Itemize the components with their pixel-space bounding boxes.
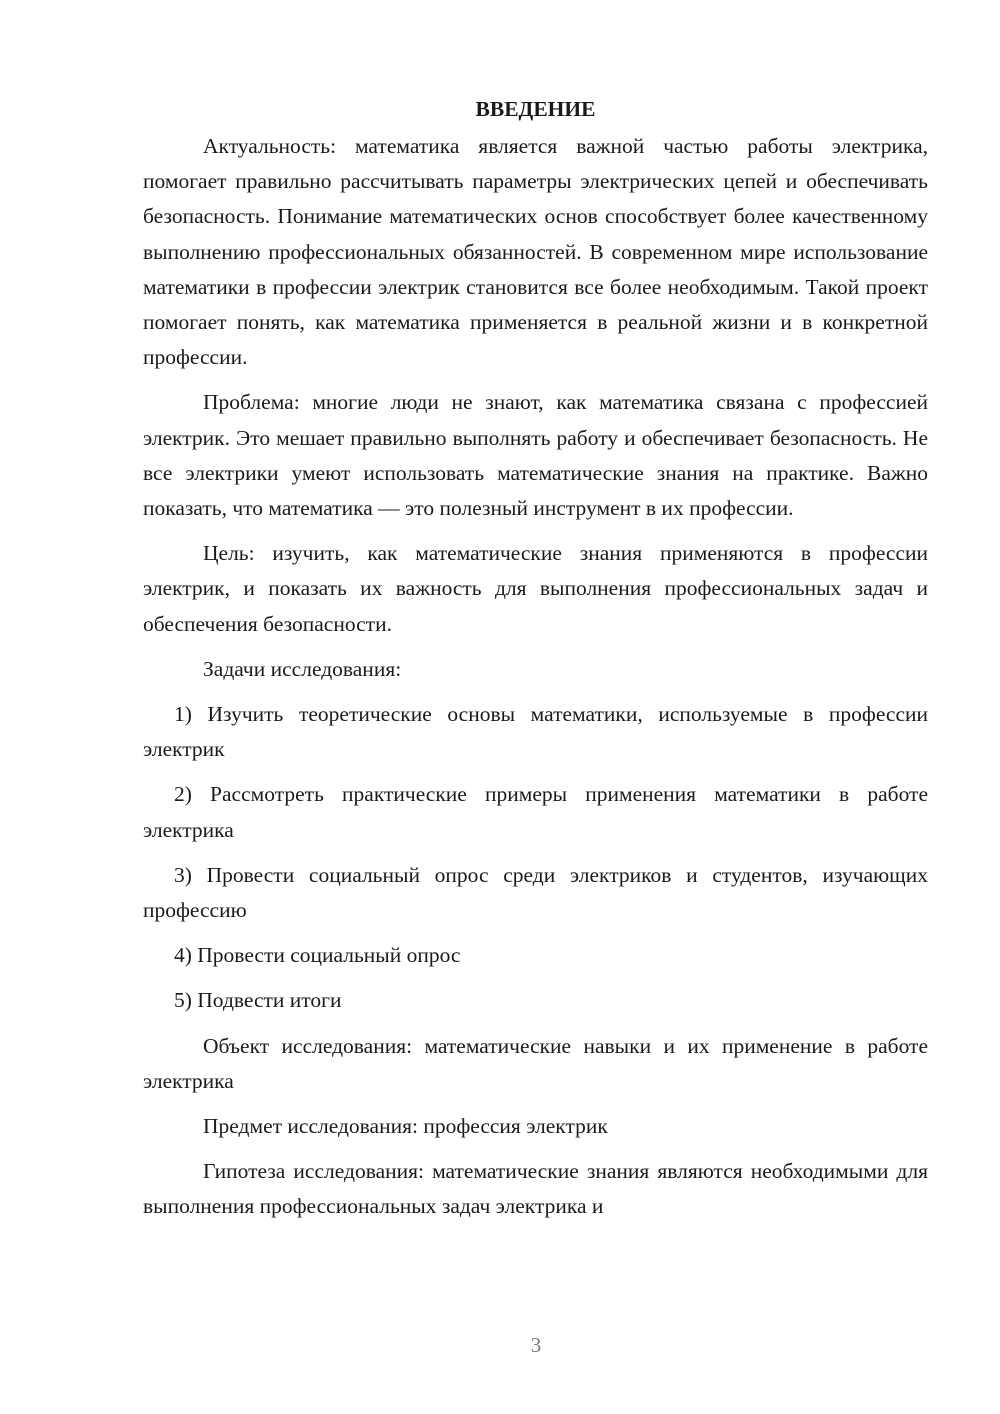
paragraph-hypothesis: Гипотеза исследования: математические знания являются необходимыми для выполнения профессиональных задач электрика и <box>143 1159 928 1219</box>
task-item-3: 3) Провести социальный опрос среди электриков и студентов, изучающих профессию <box>143 862 928 923</box>
paragraph-goal: Цель: изучить, как математические знания применяются в профессии электрик, и показать их важность для выполнения профессиональных задач и обеспечения безопасности. <box>143 541 928 636</box>
task-item-4: 4) Провести социальный опрос <box>174 943 461 968</box>
paragraph-relevance: Актуальность: математика является важной частью работы электрика, помогает правильно рассчитывать параметры электрических цепей и обеспечивать безопасность. Понимание математических основ способствует более качественному выполнению профессиональных обязанностей. В современном мире использование математики в профессии электрик становится все более необходимым. Такой проект помогает понять, как математика применяется в реальной жизни и в конкретной профессии. <box>143 134 928 370</box>
task-item-2: 2) Рассмотреть практические примеры применения математики в работе электрика <box>143 782 928 842</box>
task-item-1: 1) Изучить теоретические основы математики, используемые в профессии электрик <box>143 702 928 762</box>
paragraph-problem: Проблема: многие люди не знают, как математика связана с профессией электрик. Это мешает правильно выполнять работу и обеспечивает безопасность. Не все электрики умеют использовать математические знания на практике. Важно показать, что математика — это полезный инструмент в их профессии. <box>143 390 928 521</box>
task-item-5: 5) Подвести итоги <box>174 988 342 1013</box>
paragraph-subject: Предмет исследования: профессия электрик <box>203 1114 608 1139</box>
paragraph-tasks-heading: Задачи исследования: <box>203 656 402 681</box>
document-page <box>143 92 928 1225</box>
paragraph-object: Объект исследования: математические навыки и их применение в работе электрика <box>143 1033 928 1093</box>
section-title: ВВЕДЕНИЕ <box>475 97 596 121</box>
page-number: 3 <box>530 1333 542 1357</box>
